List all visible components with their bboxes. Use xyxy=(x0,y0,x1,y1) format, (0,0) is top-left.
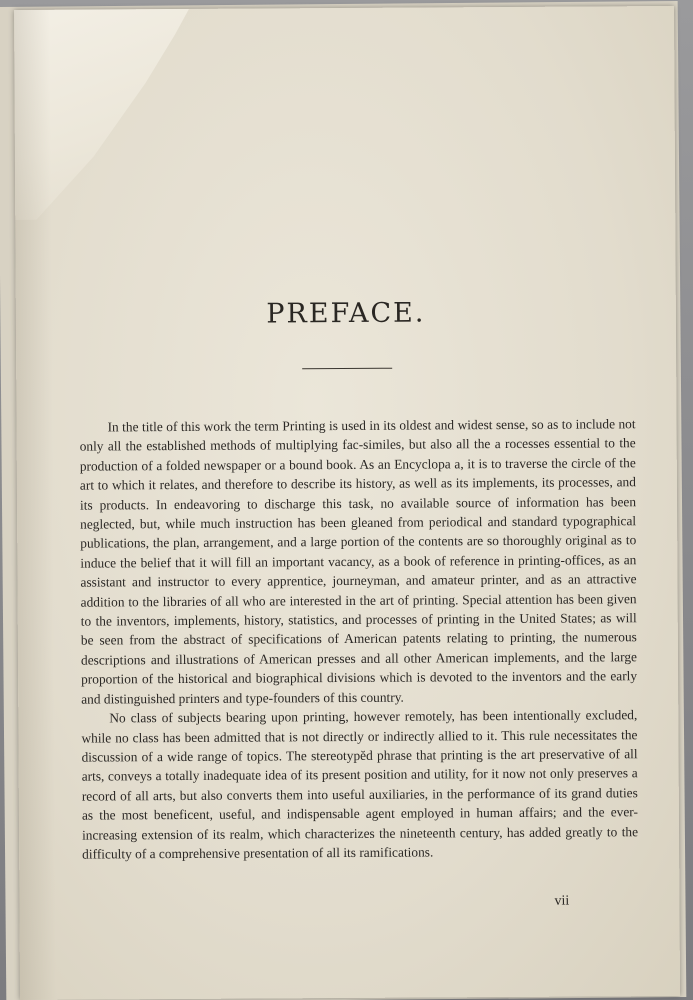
page-title: PREFACE. xyxy=(266,297,426,330)
paragraph-1: In the title of this work the term Printing is used in its oldest and widest sense, so as to include not only all the established methods of multiplying fac-similes, but also all the a rocesses essential to the production of a folded newspaper or a bound book. As an Encyclopa a, it is to traverse the circle of the art to which it relates, and therefore to describe its history, as well as its implements, its processes, and its products. In endeavoring to discharge this task, no available source of information has been neglected, but, while much instruction has been gleaned from periodical and standard typographical publications, the plan, arrangement, and a large portion of the contents are so thoroughly original as to induce the belief that it will fill an important vacancy, as a book of reference in printing-offices, as an assistant and instructor to every apprentice, journeyman, and amateur printer, and as an attractive addition to the libraries of all who are interested in the art of printing. Special attention has been given to the inventors, implements, history, statistics, and processes of printing in the United States; as will be seen from the abstract of specifications of American patents relating to printing, the numerous descriptions and illustrations of American presses and all other American implements, and the large proportion of the historical and biographical divisions which is devoted to the inventors and the early and distinguished printers and type-founders of this country. xyxy=(79,416,638,707)
page-number: vii xyxy=(554,893,570,909)
book-page xyxy=(14,6,680,1000)
paragraph-2: No class of subjects bearing upon printing, however remotely, has been intentionally excluded, while no class has been admitted that is not directly or indirectly allied to it. This rule necessitates the discussion of a wide range of topics. The stereotypĕd phrase that printing is the art preservative of all arts, conveys a totally inadequate idea of its present position and utility, for it now not only preserves a record of all arts, but also converts them into useful auxiliaries, in the performance of its grand duties as the most beneficent, useful, and indispensable agent employed in human affairs; and the ever-increasing extension of its realm, which characterizes the nineteenth century, has added greatly to the difficulty of a comprehensive presentation of all its ramifications. xyxy=(81,707,639,862)
title-divider xyxy=(302,368,392,370)
preface-body xyxy=(79,414,638,864)
